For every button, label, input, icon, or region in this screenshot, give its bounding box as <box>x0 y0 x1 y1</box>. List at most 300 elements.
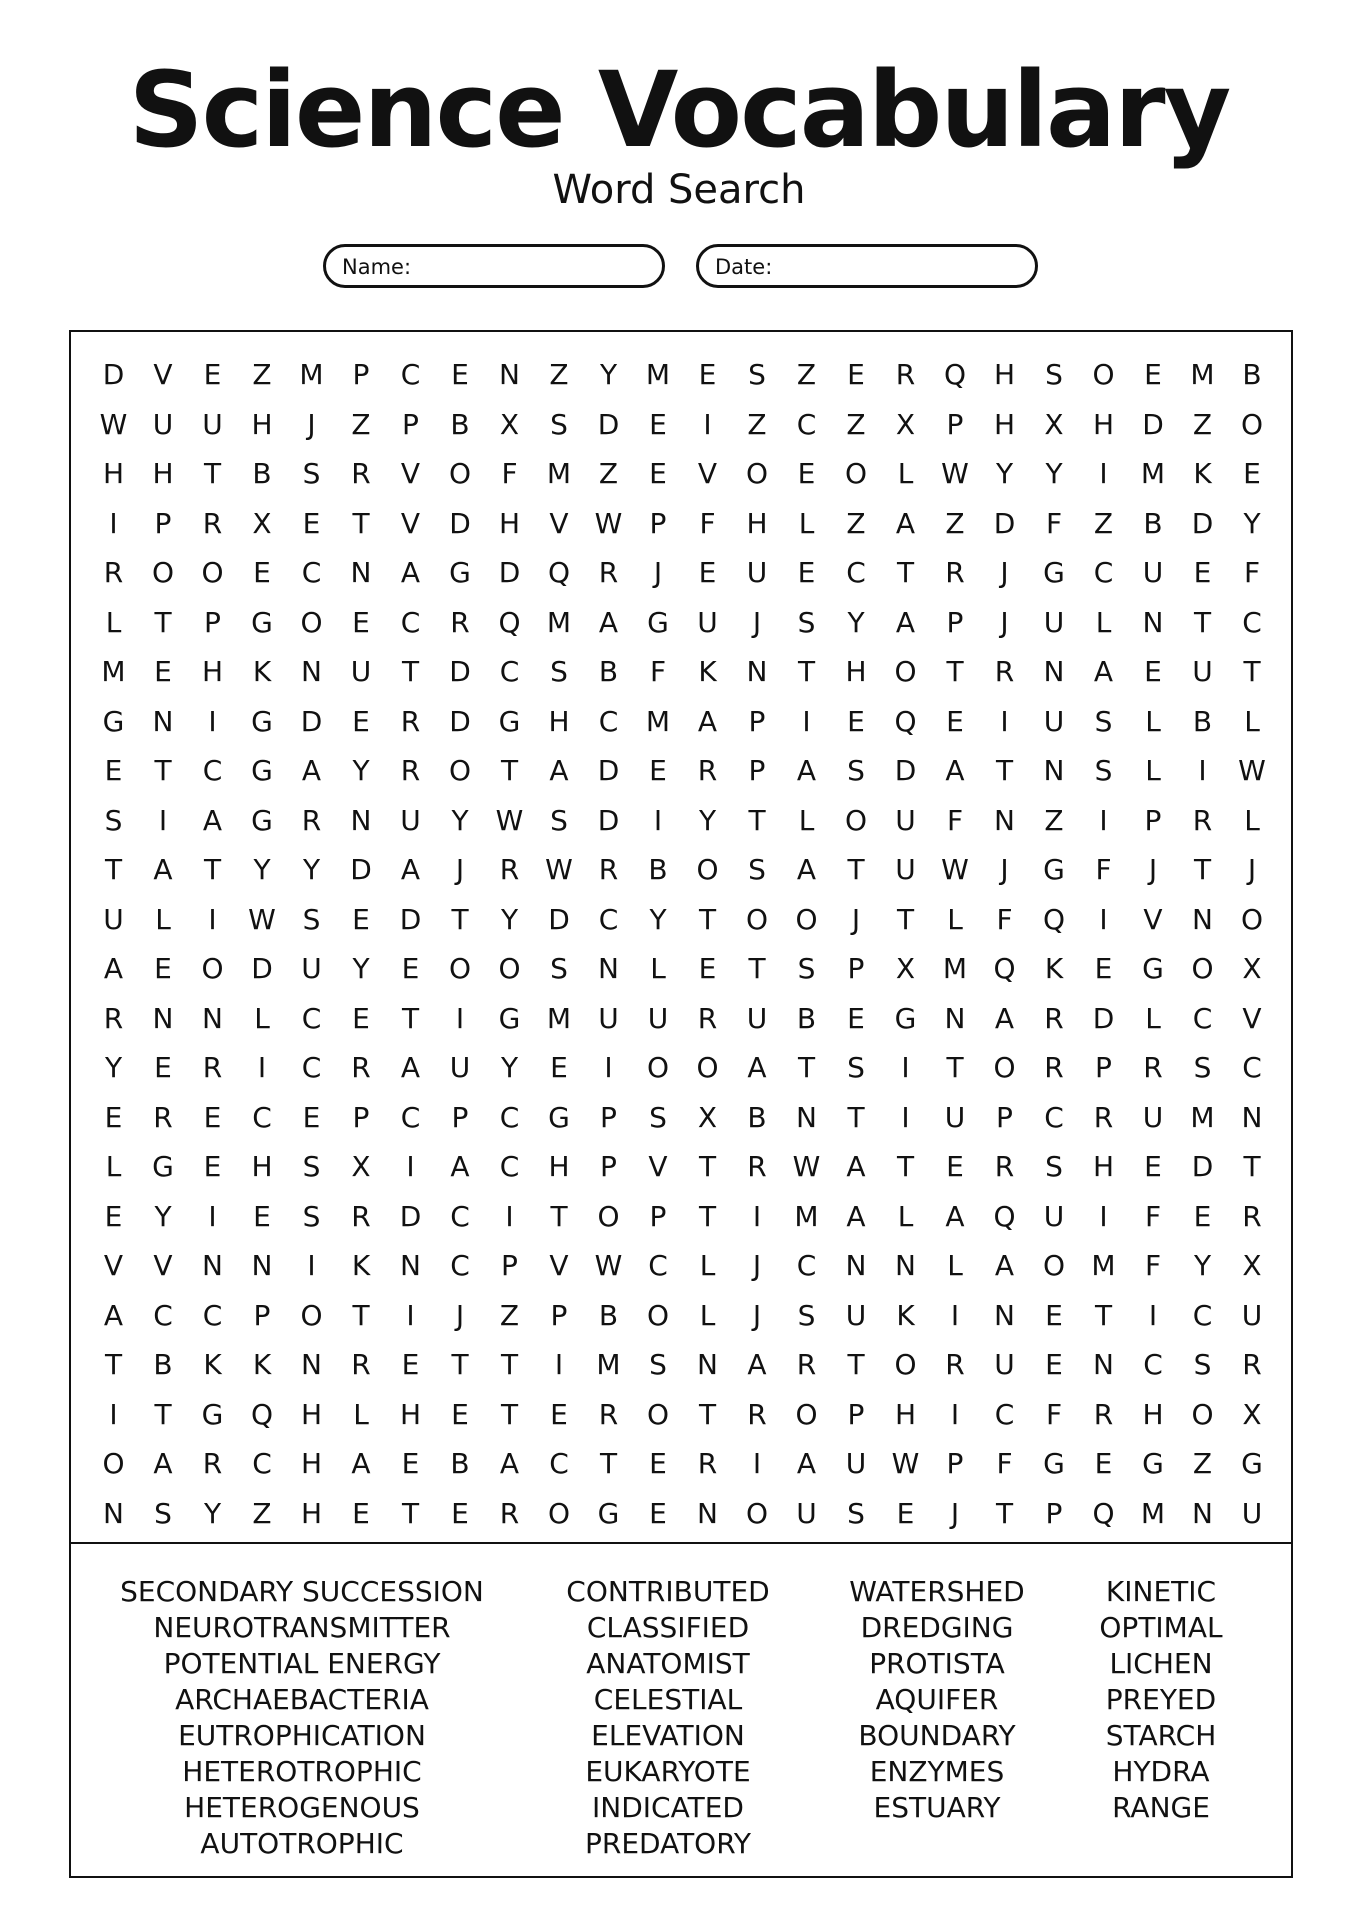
grid-letter[interactable]: H <box>399 1397 422 1431</box>
grid-letter[interactable]: T <box>995 754 1014 787</box>
grid-letter[interactable]: U <box>746 1001 768 1035</box>
grid-letter[interactable]: T <box>154 1397 172 1431</box>
grid-letter[interactable]: G <box>1043 853 1065 886</box>
grid-letter[interactable]: W <box>1238 754 1266 787</box>
grid-letter[interactable]: S <box>302 1150 321 1183</box>
grid-letter[interactable]: C <box>846 556 866 589</box>
grid-letter[interactable]: E <box>550 1051 568 1084</box>
grid-letter[interactable]: J <box>752 1249 762 1282</box>
grid-letter[interactable]: R <box>1044 1001 1064 1035</box>
grid-letter[interactable]: G <box>251 803 273 837</box>
grid-letter[interactable]: R <box>103 1001 124 1035</box>
grid-letter[interactable]: A <box>895 506 916 540</box>
grid-letter[interactable]: S <box>797 1298 816 1332</box>
grid-letter[interactable]: P <box>402 407 419 441</box>
grid-letter[interactable]: H <box>993 407 1016 441</box>
grid-letter[interactable]: D <box>399 902 422 936</box>
grid-letter[interactable]: G <box>1241 1447 1263 1480</box>
grid-letter[interactable]: Y <box>302 853 321 886</box>
grid-letter[interactable]: S <box>550 952 568 985</box>
grid-letter[interactable]: R <box>697 754 718 787</box>
grid-letter[interactable]: O <box>1191 952 1214 985</box>
grid-letter[interactable]: I <box>406 1150 415 1183</box>
grid-letter[interactable]: O <box>646 1298 670 1332</box>
grid-letter[interactable]: O <box>795 1397 818 1431</box>
grid-letter[interactable]: I <box>752 1199 762 1233</box>
grid-letter[interactable]: O <box>151 556 175 589</box>
grid-letter[interactable]: E <box>1193 1199 1212 1233</box>
grid-letter[interactable]: L <box>947 902 963 936</box>
grid-letter[interactable]: L <box>155 902 171 936</box>
grid-letter[interactable]: U <box>103 902 124 936</box>
grid-letter[interactable]: W <box>891 1447 920 1480</box>
grid-letter[interactable]: O <box>646 1397 670 1431</box>
grid-letter[interactable]: Z <box>747 407 767 441</box>
grid-letter[interactable]: Q <box>894 704 917 738</box>
grid-letter[interactable]: C <box>252 1447 272 1480</box>
grid-letter[interactable]: S <box>847 1051 865 1084</box>
grid-letter[interactable]: Z <box>1093 506 1114 540</box>
grid-letter[interactable]: T <box>104 1348 123 1381</box>
grid-letter[interactable]: S <box>104 803 123 837</box>
grid-letter[interactable]: I <box>653 803 663 837</box>
grid-letter[interactable]: A <box>153 1447 173 1480</box>
grid-letter[interactable]: X <box>1044 407 1064 441</box>
grid-letter[interactable]: T <box>698 1150 717 1183</box>
grid-letter[interactable]: B <box>1242 358 1262 391</box>
grid-letter[interactable]: E <box>451 358 469 391</box>
grid-letter[interactable]: A <box>450 1150 470 1183</box>
grid-letter[interactable]: O <box>547 1496 571 1530</box>
grid-letter[interactable]: Q <box>250 1397 274 1431</box>
grid-letter[interactable]: M <box>101 655 126 688</box>
grid-letter[interactable]: R <box>895 358 916 391</box>
grid-letter[interactable]: E <box>847 1001 865 1035</box>
grid-letter[interactable]: H <box>548 1150 570 1183</box>
grid-letter[interactable]: E <box>1193 556 1212 589</box>
grid-letter[interactable]: N <box>1192 1496 1213 1530</box>
grid-letter[interactable]: T <box>748 952 766 985</box>
grid-letter[interactable]: G <box>449 556 471 589</box>
grid-letter[interactable]: W <box>792 1150 821 1183</box>
grid-letter[interactable]: C <box>1044 1100 1064 1134</box>
grid-letter[interactable]: G <box>251 704 273 738</box>
grid-letter[interactable]: T <box>896 1150 915 1183</box>
grid-letter[interactable]: C <box>1242 605 1262 639</box>
grid-letter[interactable]: G <box>1043 556 1065 589</box>
grid-letter[interactable]: L <box>353 1397 369 1431</box>
grid-letter[interactable]: S <box>302 457 321 490</box>
grid-letter[interactable]: D <box>1142 407 1164 441</box>
grid-letter[interactable]: C <box>1192 1001 1213 1035</box>
grid-letter[interactable]: Y <box>500 902 519 936</box>
grid-letter[interactable]: C <box>252 1100 272 1134</box>
grid-letter[interactable]: O <box>844 457 868 490</box>
grid-letter[interactable]: D <box>597 754 620 787</box>
grid-letter[interactable]: M <box>1140 1496 1166 1530</box>
grid-letter[interactable]: J <box>1000 605 1009 639</box>
grid-letter[interactable]: P <box>847 1397 865 1431</box>
grid-letter[interactable]: N <box>994 803 1015 837</box>
grid-letter[interactable]: I <box>950 1397 960 1431</box>
grid-letter[interactable]: L <box>798 506 815 540</box>
grid-letter[interactable]: F <box>996 1447 1013 1480</box>
grid-letter[interactable]: R <box>1093 1100 1114 1134</box>
grid-letter[interactable]: F <box>1243 556 1261 589</box>
grid-letter[interactable]: G <box>251 754 273 787</box>
grid-letter[interactable]: G <box>597 1496 620 1530</box>
grid-letter[interactable]: P <box>996 1100 1013 1134</box>
grid-letter[interactable]: O <box>1092 358 1115 391</box>
grid-letter[interactable]: E <box>253 1199 271 1233</box>
grid-letter[interactable]: V <box>103 1249 124 1282</box>
grid-letter[interactable]: E <box>203 1150 222 1183</box>
grid-letter[interactable]: U <box>994 1348 1015 1381</box>
grid-letter[interactable]: D <box>548 902 570 936</box>
grid-letter[interactable]: J <box>455 853 465 886</box>
grid-letter[interactable]: L <box>897 457 914 490</box>
grid-letter[interactable]: Y <box>203 1496 222 1530</box>
grid-letter[interactable]: O <box>993 1051 1016 1084</box>
grid-letter[interactable]: J <box>851 902 861 936</box>
grid-letter[interactable]: L <box>1145 704 1161 738</box>
grid-letter[interactable]: T <box>203 457 222 490</box>
grid-letter[interactable]: L <box>1095 605 1112 639</box>
grid-letter[interactable]: H <box>845 655 867 688</box>
grid-letter[interactable]: N <box>301 1348 322 1381</box>
grid-letter[interactable]: T <box>401 1496 420 1530</box>
grid-letter[interactable]: E <box>797 556 816 589</box>
grid-letter[interactable]: L <box>699 1249 716 1282</box>
grid-letter[interactable]: N <box>350 556 372 589</box>
grid-letter[interactable]: P <box>1095 1051 1112 1084</box>
grid-letter[interactable]: T <box>698 1397 717 1431</box>
grid-letter[interactable]: T <box>500 754 519 787</box>
grid-letter[interactable]: T <box>847 1348 865 1381</box>
grid-letter[interactable]: R <box>400 704 421 738</box>
grid-letter[interactable]: Q <box>1042 902 1066 936</box>
grid-letter[interactable]: X <box>351 1150 371 1183</box>
grid-letter[interactable]: Y <box>1193 1249 1212 1282</box>
grid-letter[interactable]: R <box>747 1397 767 1431</box>
grid-letter[interactable]: L <box>254 1001 270 1035</box>
grid-letter[interactable]: E <box>154 1051 172 1084</box>
grid-letter[interactable]: L <box>798 803 815 837</box>
grid-letter[interactable]: N <box>301 655 322 688</box>
grid-letter[interactable]: I <box>1099 1199 1108 1233</box>
grid-letter[interactable]: T <box>847 1100 865 1134</box>
grid-letter[interactable]: I <box>703 407 712 441</box>
grid-letter[interactable]: R <box>994 1150 1015 1183</box>
grid-letter[interactable]: P <box>649 1199 667 1233</box>
grid-letter[interactable]: L <box>1145 754 1161 787</box>
grid-letter[interactable]: Y <box>1045 457 1063 490</box>
grid-letter[interactable]: E <box>253 556 271 589</box>
grid-letter[interactable]: N <box>697 1348 718 1381</box>
grid-letter[interactable]: M <box>1190 358 1215 391</box>
grid-letter[interactable]: I <box>1099 803 1108 837</box>
grid-letter[interactable]: K <box>1044 952 1064 985</box>
grid-letter[interactable]: N <box>152 704 174 738</box>
grid-letter[interactable]: R <box>153 1100 173 1134</box>
grid-letter[interactable]: E <box>1243 457 1261 490</box>
grid-letter[interactable]: B <box>648 853 668 886</box>
grid-letter[interactable]: C <box>202 1298 223 1332</box>
grid-letter[interactable]: E <box>896 1496 915 1530</box>
grid-letter[interactable]: R <box>598 853 619 886</box>
grid-letter[interactable]: I <box>158 803 168 837</box>
grid-letter[interactable]: N <box>1043 655 1065 688</box>
grid-letter[interactable]: U <box>845 1447 867 1480</box>
grid-letter[interactable]: A <box>103 1298 124 1332</box>
grid-letter[interactable]: H <box>300 1496 323 1530</box>
grid-letter[interactable]: S <box>748 853 766 886</box>
grid-letter[interactable]: R <box>697 1447 718 1480</box>
grid-letter[interactable]: S <box>649 1100 667 1134</box>
grid-letter[interactable]: C <box>153 1298 173 1332</box>
grid-letter[interactable]: W <box>594 506 623 540</box>
grid-letter[interactable]: D <box>894 754 917 787</box>
grid-letter[interactable]: R <box>301 803 322 837</box>
grid-letter[interactable]: B <box>450 1447 470 1480</box>
grid-letter[interactable]: N <box>400 1249 421 1282</box>
grid-letter[interactable]: E <box>946 1150 964 1183</box>
grid-letter[interactable]: C <box>400 1100 421 1134</box>
grid-letter[interactable]: R <box>796 1348 817 1381</box>
grid-letter[interactable]: G <box>647 605 669 639</box>
grid-letter[interactable]: E <box>352 1001 370 1035</box>
grid-letter[interactable]: C <box>450 1249 470 1282</box>
grid-letter[interactable]: A <box>697 704 718 738</box>
grid-letter[interactable]: K <box>252 1348 272 1381</box>
grid-letter[interactable]: E <box>847 358 865 391</box>
grid-letter[interactable]: A <box>1093 655 1114 688</box>
grid-letter[interactable]: I <box>208 1199 217 1233</box>
grid-letter[interactable]: L <box>1145 1001 1161 1035</box>
grid-letter[interactable]: O <box>448 952 472 985</box>
grid-letter[interactable]: N <box>251 1249 273 1282</box>
grid-letter[interactable]: P <box>748 754 766 787</box>
grid-letter[interactable]: T <box>500 1348 519 1381</box>
grid-letter[interactable]: J <box>307 407 316 441</box>
grid-letter[interactable]: V <box>549 1249 569 1282</box>
grid-letter[interactable]: U <box>647 1001 669 1035</box>
grid-letter[interactable]: E <box>698 952 717 985</box>
grid-letter[interactable]: O <box>102 1447 125 1480</box>
grid-letter[interactable]: E <box>154 952 172 985</box>
grid-letter[interactable]: O <box>844 803 868 837</box>
grid-letter[interactable]: I <box>505 1199 514 1233</box>
grid-letter[interactable]: T <box>599 1447 618 1480</box>
grid-letter[interactable]: E <box>550 1397 568 1431</box>
grid-letter[interactable]: C <box>598 902 619 936</box>
grid-letter[interactable]: R <box>1044 1051 1064 1084</box>
grid-letter[interactable]: S <box>302 1199 321 1233</box>
grid-letter[interactable]: P <box>451 1100 469 1134</box>
grid-letter[interactable]: N <box>103 1496 124 1530</box>
grid-letter[interactable]: N <box>944 1001 966 1035</box>
grid-letter[interactable]: H <box>993 358 1016 391</box>
grid-letter[interactable]: S <box>649 1348 667 1381</box>
grid-letter[interactable]: C <box>549 1447 569 1480</box>
grid-letter[interactable]: M <box>1091 1249 1116 1282</box>
grid-letter[interactable]: N <box>152 1001 174 1035</box>
grid-letter[interactable]: R <box>598 556 619 589</box>
grid-letter[interactable]: F <box>1144 1199 1162 1233</box>
grid-letter[interactable]: L <box>947 1249 963 1282</box>
grid-letter[interactable]: A <box>549 754 569 787</box>
grid-letter[interactable]: X <box>895 407 916 441</box>
grid-letter[interactable]: L <box>1244 803 1260 837</box>
grid-letter[interactable]: Y <box>451 803 469 837</box>
grid-letter[interactable]: H <box>300 1397 323 1431</box>
grid-letter[interactable]: E <box>352 704 370 738</box>
grid-letter[interactable]: S <box>797 952 816 985</box>
grid-letter[interactable]: F <box>996 902 1013 936</box>
grid-letter[interactable]: E <box>401 1447 420 1480</box>
grid-letter[interactable]: R <box>945 556 965 589</box>
grid-letter[interactable]: H <box>1092 407 1115 441</box>
grid-letter[interactable]: S <box>847 754 865 787</box>
grid-letter[interactable]: R <box>1093 1397 1114 1431</box>
grid-letter[interactable]: M <box>546 605 572 639</box>
grid-letter[interactable]: B <box>1192 704 1213 738</box>
grid-letter[interactable]: T <box>203 853 222 886</box>
grid-letter[interactable]: O <box>1042 1249 1066 1282</box>
grid-letter[interactable]: D <box>1092 1001 1115 1035</box>
grid-letter[interactable]: D <box>449 506 471 540</box>
grid-letter[interactable]: U <box>301 952 322 985</box>
grid-letter[interactable]: A <box>945 1199 965 1233</box>
grid-letter[interactable]: O <box>745 902 769 936</box>
grid-letter[interactable]: A <box>400 556 421 589</box>
grid-letter[interactable]: T <box>451 902 469 936</box>
grid-letter[interactable]: W <box>941 457 969 490</box>
grid-letter[interactable]: M <box>299 358 324 391</box>
grid-letter[interactable]: Y <box>352 952 370 985</box>
grid-letter[interactable]: A <box>846 1150 866 1183</box>
grid-letter[interactable]: F <box>946 803 964 837</box>
grid-letter[interactable]: V <box>153 1249 173 1282</box>
grid-letter[interactable]: W <box>941 853 969 886</box>
grid-letter[interactable]: T <box>1193 853 1212 886</box>
grid-letter[interactable]: X <box>895 952 916 985</box>
grid-letter[interactable]: R <box>202 506 223 540</box>
grid-letter[interactable]: E <box>649 1496 667 1530</box>
grid-letter[interactable]: I <box>257 1051 267 1084</box>
grid-letter[interactable]: N <box>1192 902 1213 936</box>
grid-letter[interactable]: Z <box>1192 407 1213 441</box>
grid-letter[interactable]: V <box>648 1150 668 1183</box>
grid-letter[interactable]: P <box>748 704 766 738</box>
grid-letter[interactable]: D <box>251 952 273 985</box>
grid-letter[interactable]: T <box>1193 605 1212 639</box>
grid-letter[interactable]: S <box>550 655 568 688</box>
grid-letter[interactable]: Y <box>154 1199 172 1233</box>
grid-letter[interactable]: H <box>251 407 273 441</box>
grid-letter[interactable]: N <box>202 1249 223 1282</box>
grid-letter[interactable]: J <box>1000 853 1009 886</box>
grid-letter[interactable]: N <box>1093 1348 1114 1381</box>
grid-letter[interactable]: N <box>350 803 372 837</box>
grid-letter[interactable]: E <box>797 457 816 490</box>
grid-letter[interactable]: D <box>597 407 620 441</box>
grid-letter[interactable]: N <box>895 1249 916 1282</box>
grid-letter[interactable]: L <box>105 1150 122 1183</box>
grid-letter[interactable]: R <box>351 1051 371 1084</box>
grid-letter[interactable]: E <box>649 407 667 441</box>
grid-letter[interactable]: U <box>202 407 223 441</box>
grid-letter[interactable]: Q <box>547 556 571 589</box>
grid-letter[interactable]: U <box>598 1001 619 1035</box>
grid-letter[interactable]: N <box>1142 605 1164 639</box>
grid-letter[interactable]: E <box>203 358 222 391</box>
grid-letter[interactable]: E <box>1094 1447 1113 1480</box>
grid-letter[interactable]: V <box>400 457 421 490</box>
grid-letter[interactable]: P <box>501 1249 518 1282</box>
grid-letter[interactable]: E <box>104 754 123 787</box>
grid-letter[interactable]: V <box>400 506 421 540</box>
grid-letter[interactable]: M <box>546 1001 572 1035</box>
grid-letter[interactable]: Q <box>1092 1496 1115 1530</box>
grid-letter[interactable]: V <box>1143 902 1163 936</box>
name-field[interactable] <box>323 244 665 288</box>
grid-letter[interactable]: H <box>746 506 768 540</box>
grid-letter[interactable]: O <box>646 1051 670 1084</box>
grid-letter[interactable]: E <box>302 1100 321 1134</box>
grid-letter[interactable]: S <box>797 605 816 639</box>
grid-letter[interactable]: E <box>698 556 717 589</box>
grid-letter[interactable]: G <box>1043 1447 1065 1480</box>
grid-letter[interactable]: Y <box>253 853 271 886</box>
grid-letter[interactable]: A <box>846 1199 866 1233</box>
grid-letter[interactable]: M <box>546 457 572 490</box>
grid-letter[interactable]: C <box>301 1001 322 1035</box>
grid-letter[interactable]: M <box>1140 457 1166 490</box>
grid-letter[interactable]: W <box>545 853 573 886</box>
grid-letter[interactable]: V <box>1242 1001 1262 1035</box>
grid-letter[interactable]: Z <box>846 407 866 441</box>
grid-letter[interactable]: O <box>894 655 917 688</box>
grid-letter[interactable]: A <box>945 754 965 787</box>
grid-letter[interactable]: A <box>400 853 421 886</box>
grid-letter[interactable]: E <box>847 704 865 738</box>
grid-letter[interactable]: E <box>649 1447 667 1480</box>
grid-letter[interactable]: O <box>498 952 521 985</box>
grid-letter[interactable]: C <box>1143 1348 1163 1381</box>
grid-letter[interactable]: S <box>1193 1051 1212 1084</box>
grid-letter[interactable]: L <box>897 1199 914 1233</box>
grid-letter[interactable]: H <box>300 1447 323 1480</box>
grid-letter[interactable]: D <box>993 506 1016 540</box>
grid-letter[interactable]: U <box>1043 605 1065 639</box>
grid-letter[interactable]: Z <box>499 1298 520 1332</box>
grid-letter[interactable]: K <box>252 655 272 688</box>
grid-letter[interactable]: O <box>300 1298 323 1332</box>
grid-letter[interactable]: I <box>604 1051 613 1084</box>
grid-letter[interactable]: N <box>697 1496 718 1530</box>
grid-letter[interactable]: E <box>649 754 667 787</box>
grid-letter[interactable]: H <box>894 1397 917 1431</box>
grid-letter[interactable]: R <box>697 1001 718 1035</box>
grid-letter[interactable]: E <box>698 358 717 391</box>
grid-letter[interactable]: I <box>208 902 217 936</box>
grid-letter[interactable]: T <box>946 655 964 688</box>
grid-letter[interactable]: O <box>300 605 323 639</box>
date-field[interactable] <box>696 244 1038 288</box>
grid-letter[interactable]: U <box>1142 556 1164 589</box>
grid-letter[interactable]: C <box>796 407 817 441</box>
